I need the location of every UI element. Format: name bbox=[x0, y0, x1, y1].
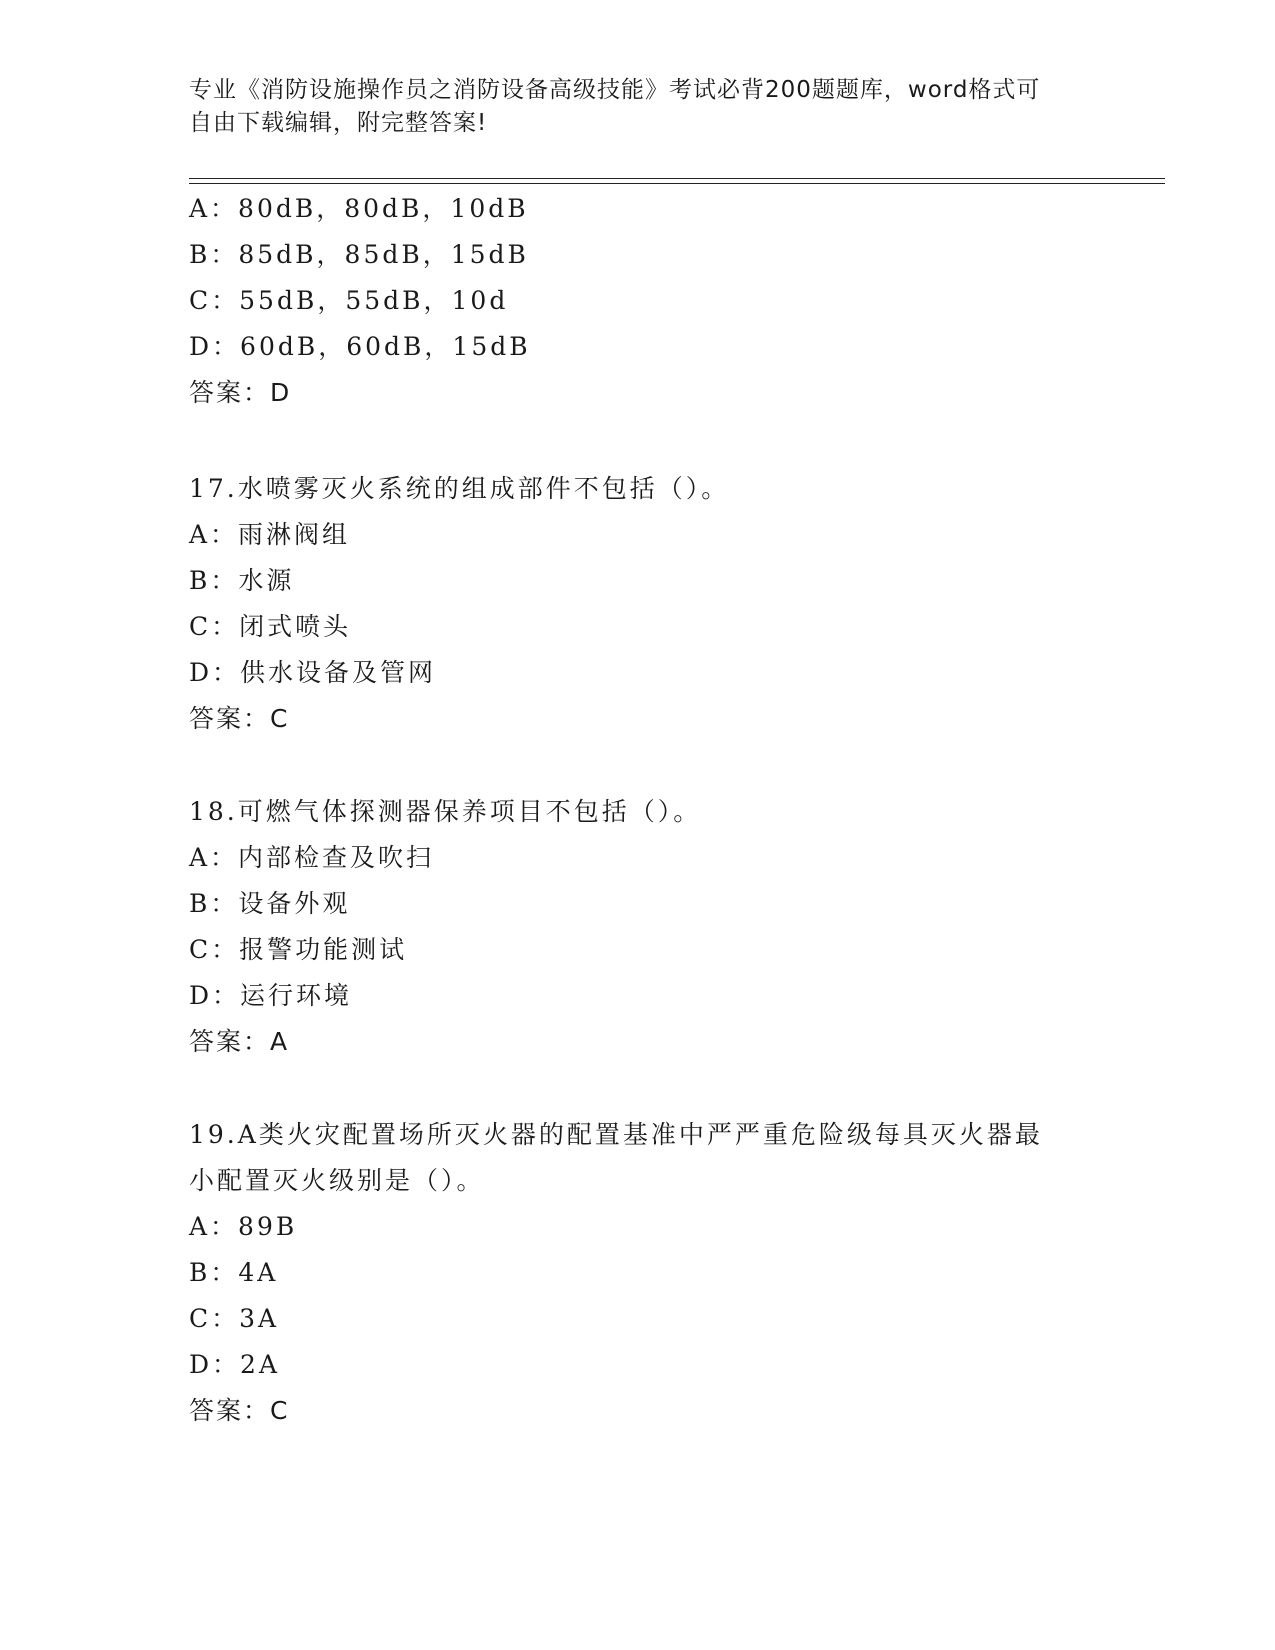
q18-option-a: A：内部检查及吹扫 bbox=[189, 843, 435, 872]
q17-option-d: D：供水设备及管网 bbox=[189, 658, 437, 687]
q17-option-b: B：水源 bbox=[189, 566, 295, 595]
q16-option-b: B：85dB，85dB，15dB bbox=[189, 240, 529, 269]
q16-answer: 答案：D bbox=[189, 378, 292, 407]
q17-stem: 17.水喷雾灭火系统的组成部件不包括（）。 bbox=[189, 474, 730, 503]
q18-option-b: B：设备外观 bbox=[189, 889, 351, 918]
q19-stem-line-2: 小配置灭火级别是（）。 bbox=[189, 1166, 485, 1195]
document-header bbox=[189, 74, 1089, 140]
q18-stem: 18.可燃气体探测器保养项目不包括（）。 bbox=[189, 797, 702, 826]
q19-answer: 答案：C bbox=[189, 1396, 290, 1425]
header-divider-top bbox=[189, 178, 1165, 179]
q16-option-a: A：80dB，80dB，10dB bbox=[189, 194, 529, 223]
q19-option-a: A：89B bbox=[189, 1212, 298, 1241]
q17-option-a: A：雨淋阀组 bbox=[189, 520, 351, 549]
header-line-2: 自由下载编辑，附完整答案! bbox=[189, 110, 488, 136]
q17-answer: 答案：C bbox=[189, 704, 290, 733]
q19-option-c: C：3A bbox=[189, 1304, 280, 1333]
header-line-1: 专业《消防设施操作员之消防设备高级技能》考试必背200题题库，word格式可 bbox=[189, 77, 1041, 103]
q16-option-d: D：60dB，60dB，15dB bbox=[189, 332, 531, 361]
q17-option-c: C：闭式喷头 bbox=[189, 612, 352, 641]
q18-answer: 答案：A bbox=[189, 1027, 290, 1056]
q19-option-b: B：4A bbox=[189, 1258, 279, 1287]
q19-option-d: D：2A bbox=[189, 1350, 281, 1379]
q19-stem-line-1: 19.A类火灾配置场所灭火器的配置基准中严严重危险级每具灭火器最 bbox=[189, 1120, 1043, 1149]
header-divider-bottom bbox=[189, 183, 1165, 184]
q18-option-c: C：报警功能测试 bbox=[189, 935, 408, 964]
q16-option-c: C：55dB，55dB，10d bbox=[189, 286, 509, 315]
q18-option-d: D：运行环境 bbox=[189, 981, 353, 1010]
